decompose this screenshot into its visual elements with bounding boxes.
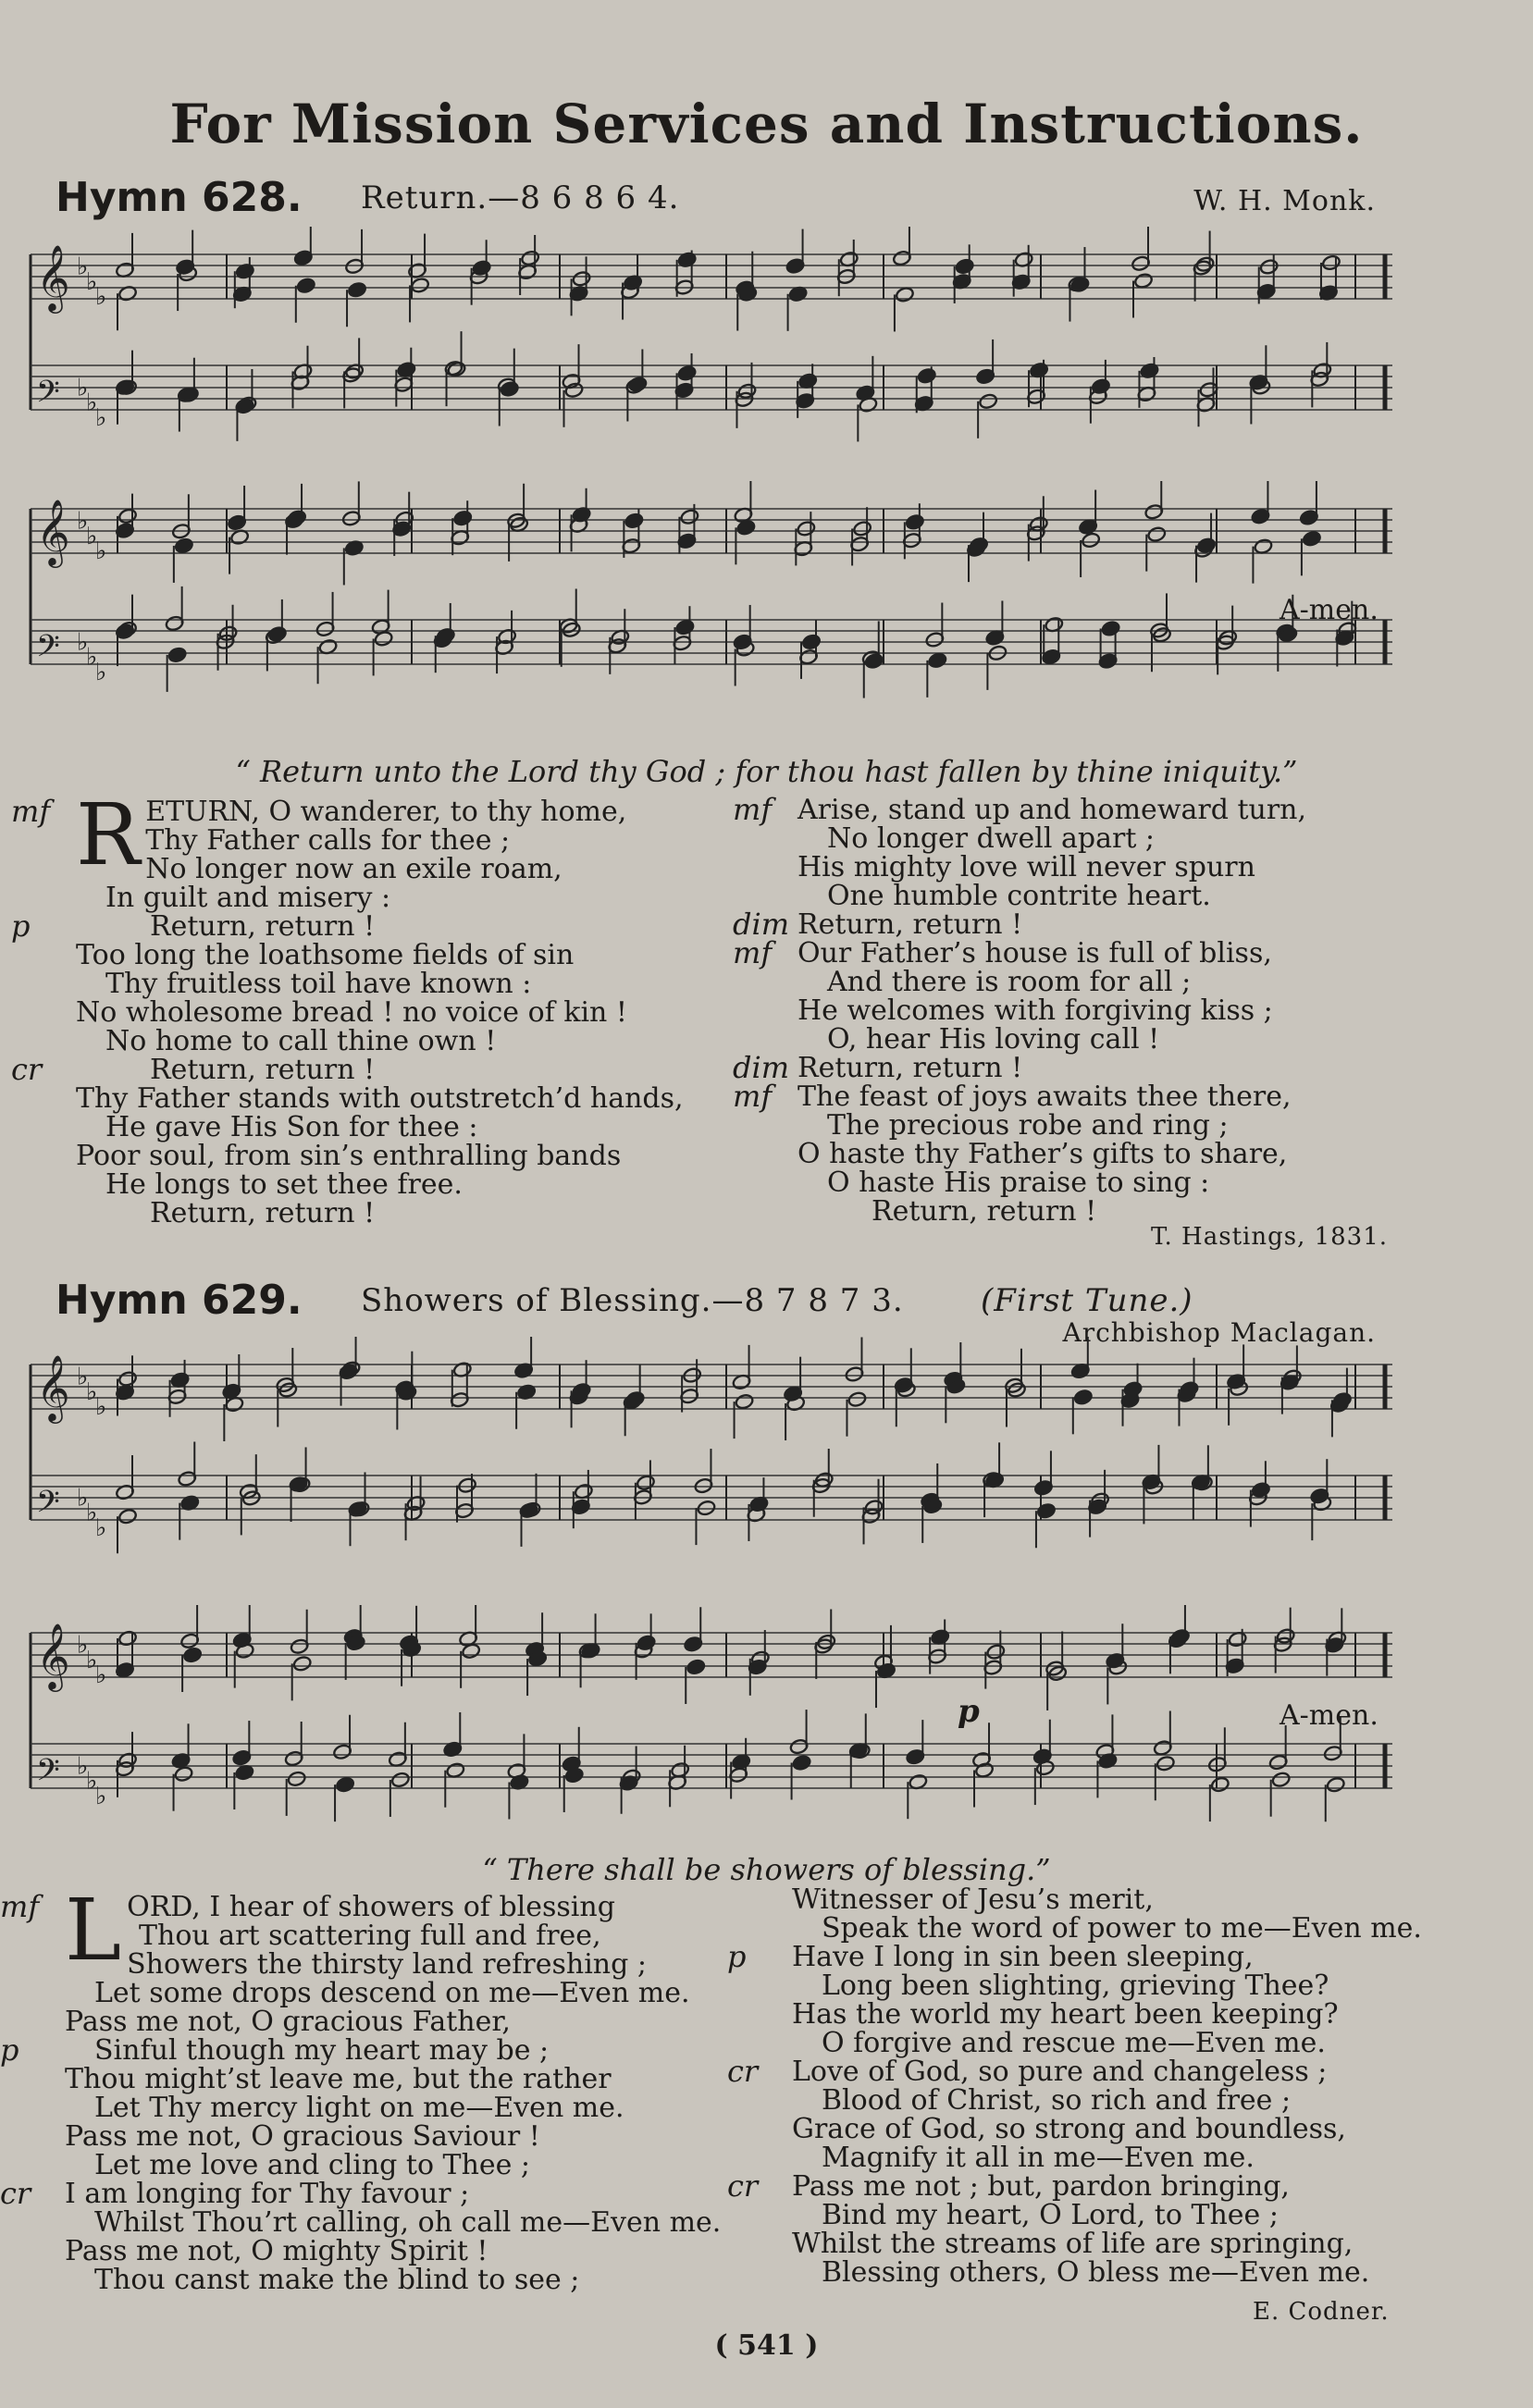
note-head <box>287 1771 306 1787</box>
note-head <box>218 625 238 642</box>
note-head <box>267 625 287 642</box>
verse-text: Thou art scattering full and free, <box>139 1920 601 1952</box>
flat-icon: ♭ <box>86 643 98 672</box>
verse-text: No longer dwell apart ; <box>827 822 1156 855</box>
dynamic-mark: mf <box>733 935 773 970</box>
note-head <box>905 513 924 530</box>
drop-cap: L <box>65 1881 122 1980</box>
drop-cap: R <box>76 785 141 884</box>
note-head <box>472 260 491 277</box>
hymn-629-music-system-1 <box>23 1337 1411 1587</box>
note-head <box>1210 1776 1230 1793</box>
note-head <box>397 361 416 377</box>
verse-line <box>76 1027 723 1056</box>
hymn-628-composer: W. H. Monk. <box>1193 185 1376 217</box>
verse-line <box>65 2007 749 2036</box>
verse-text: I am longing for Thy favour ; <box>65 2178 470 2210</box>
verse-line <box>733 792 1464 827</box>
note-head <box>895 286 914 303</box>
verse-text: No longer now an exile roam, <box>145 853 563 885</box>
note-head <box>296 278 315 294</box>
bass-clef-icon: 𝄢 <box>36 375 60 417</box>
note-head <box>1101 620 1120 636</box>
note-head <box>390 1772 410 1788</box>
hymn-629-verses-left <box>0 1881 749 2296</box>
bass-clef-icon: 𝄢 <box>36 1485 60 1527</box>
verse-line <box>797 1025 1464 1054</box>
hymn-629-score-2 <box>23 1605 1411 1855</box>
verse-line <box>733 907 1464 942</box>
verse-line <box>65 2093 749 2122</box>
note-head <box>182 1647 202 1663</box>
verse-text: Thy fruitless toil have known : <box>105 968 532 1000</box>
note-head <box>1081 532 1100 549</box>
verse-text: He gave His Son for thee : <box>105 1111 478 1143</box>
verse-line <box>727 2054 1495 2089</box>
note-head <box>446 1762 465 1779</box>
verse-text: The precious robe and ring ; <box>827 1109 1229 1142</box>
flat-icon: ♭ <box>77 507 89 536</box>
verse-text: O forgive and rescue me—Even me. <box>822 2027 1326 2059</box>
hymn-629-score <box>23 1337 1411 1587</box>
verse-line <box>792 2000 1495 2029</box>
dynamic-mark: p <box>11 908 31 944</box>
flat-icon: ♭ <box>77 1631 89 1660</box>
verse-text: And there is room for all ; <box>827 966 1192 998</box>
verse-text: Sinful though my heart may be ; <box>94 2034 550 2067</box>
verse-text: Thou might’st leave me, but the rather <box>65 2063 612 2095</box>
verse-text: Return, return ! <box>797 1052 1023 1084</box>
treble-clef-icon: 𝄞 <box>36 1353 70 1421</box>
verse-line <box>65 1921 749 1950</box>
hymn-629-author: E. Codner. <box>1253 2298 1390 2326</box>
note-head <box>1199 381 1218 398</box>
note-head <box>928 652 947 669</box>
note-head <box>292 1655 312 1672</box>
note-head <box>457 1476 476 1493</box>
verse-line <box>797 1168 1464 1197</box>
verse-line <box>792 2029 1495 2057</box>
verse-text: The feast of joys awaits thee there, <box>797 1081 1292 1113</box>
hymn-628-number: Hymn 628. <box>56 174 303 221</box>
flat-icon: ♭ <box>95 658 107 686</box>
verse-text: O haste His praise to sing : <box>827 1167 1210 1199</box>
note-head <box>1195 255 1215 272</box>
verse-text: Pass me not ; but, pardon bringing, <box>792 2170 1290 2203</box>
note-head <box>117 1370 137 1387</box>
hymn-628-verses-right <box>733 792 1464 1228</box>
note-head <box>1321 254 1341 271</box>
note-head <box>117 508 137 525</box>
verse-text: Bind my heart, O Lord, to Thee ; <box>822 2199 1279 2231</box>
verse-text: Pass me not, O gracious Father, <box>65 2006 511 2038</box>
note-head <box>792 1754 811 1771</box>
verse-line <box>76 998 723 1027</box>
verse-text: Long been slighting, grieving Thee? <box>822 1970 1329 2002</box>
hymn-628-tune: Return.—8 6 8 6 4. <box>361 179 680 216</box>
verse-text: Blood of Christ, so rich and free ; <box>822 2084 1292 2117</box>
note-head <box>520 250 539 266</box>
verse-line <box>792 2115 1495 2143</box>
verse-line <box>797 853 1464 882</box>
flat-icon: ♭ <box>86 389 98 417</box>
note-head <box>1254 537 1273 554</box>
note-head <box>410 277 429 293</box>
note-head <box>170 1372 190 1389</box>
hymn-628-author: T. Hastings, 1831. <box>1151 1223 1389 1251</box>
verse-text: Let Thy mercy light on me—Even me. <box>94 2092 624 2124</box>
bass-clef-icon: 𝄢 <box>36 629 60 672</box>
flat-icon: ♭ <box>77 1363 89 1391</box>
note-head <box>978 393 997 410</box>
verse-text: In guilt and misery : <box>105 882 391 914</box>
verse-line <box>797 1111 1464 1140</box>
verse-line <box>65 2065 749 2093</box>
verse-line <box>797 968 1464 996</box>
note-head <box>453 510 473 526</box>
note-head <box>930 1628 949 1645</box>
verse-line <box>792 2258 1495 2287</box>
note-head <box>636 1475 655 1491</box>
hymn-628-verses-left <box>11 785 723 1229</box>
verse-text: ORD, I hear of showers of blessing <box>127 1891 615 1923</box>
flat-icon: ♭ <box>77 628 89 657</box>
verse-line <box>792 2086 1495 2115</box>
hymn-628-score-2 <box>23 481 1411 749</box>
verse-line <box>65 2266 749 2294</box>
note-head <box>1156 1755 1175 1772</box>
note-head <box>117 1508 137 1525</box>
verse-line <box>65 2208 749 2237</box>
note-head <box>174 537 193 554</box>
verse-text: Return, return ! <box>872 1195 1097 1228</box>
dynamic-mark: mf <box>733 792 773 827</box>
hymn-628-header <box>56 174 1376 229</box>
note-head <box>167 647 187 663</box>
hymn-629-composer: Archbishop Maclagan. <box>1062 1317 1376 1348</box>
verse-line <box>797 996 1464 1025</box>
verse-line <box>76 1113 723 1142</box>
note-head <box>735 1393 754 1410</box>
note-head <box>677 364 697 381</box>
verse-line <box>76 1199 723 1228</box>
dynamic-mark: cr <box>11 1052 43 1087</box>
verse-text: Let me love and cling to Thee ; <box>94 2149 531 2181</box>
verse-line <box>792 2229 1495 2258</box>
note-head <box>731 1753 750 1770</box>
note-head <box>1271 1772 1291 1788</box>
flat-icon: ♭ <box>95 1661 107 1689</box>
flat-icon: ♭ <box>95 283 107 311</box>
verse-line <box>76 883 723 912</box>
note-head <box>1251 1481 1270 1498</box>
note-head <box>1302 530 1321 547</box>
note-head <box>347 281 366 298</box>
note-head <box>797 520 816 537</box>
verse-text: Has the world my heart been keeping? <box>792 1998 1339 2031</box>
verse-text: No wholesome bread ! no voice of kin ! <box>76 996 627 1029</box>
note-head <box>564 382 584 399</box>
verse-text: Whilst the streams of life are springing, <box>792 2228 1354 2260</box>
hymn-629-verses-right <box>727 1883 1495 2289</box>
verse-line <box>733 1079 1464 1114</box>
hymn-629-epigraph: “ There shall be showers of blessing.” <box>482 1852 1051 1887</box>
note-head <box>1218 629 1237 646</box>
note-head <box>628 376 648 392</box>
flat-icon: ♭ <box>77 1484 89 1513</box>
verse-text: Love of God, so pure and changeless ; <box>792 2056 1328 2088</box>
note-head <box>847 1391 867 1408</box>
verse-line <box>792 2201 1495 2229</box>
note-head <box>864 652 884 669</box>
note-head <box>974 1761 994 1778</box>
note-head <box>852 520 872 537</box>
hymn-629-amen: A-men. <box>1280 1699 1378 1732</box>
verse-line <box>76 855 723 883</box>
note-head <box>562 622 581 638</box>
verse-line <box>76 1170 723 1199</box>
flat-icon: ♭ <box>95 1393 107 1421</box>
flat-icon: ♭ <box>86 522 98 550</box>
verse-text: One humble contrite heart. <box>827 880 1211 912</box>
dynamic-mark: p <box>727 1939 747 1974</box>
hymn-628-music-system-1 <box>23 227 1411 476</box>
verse-line <box>76 1084 723 1113</box>
note-head <box>686 1659 706 1675</box>
verse-line <box>76 826 723 855</box>
verse-text: Poor soul, from sin’s enthralling bands <box>76 1140 622 1172</box>
treble-clef-icon: 𝄞 <box>36 243 70 311</box>
verse-line <box>792 1914 1495 1943</box>
hymn-628-score <box>23 227 1411 476</box>
page-number: ( 541 ) <box>714 2329 819 2362</box>
note-head <box>572 270 591 287</box>
note-head <box>1036 1502 1056 1519</box>
dynamic-mark: dim <box>733 1050 790 1085</box>
flat-icon: ♭ <box>86 1499 98 1527</box>
note-head <box>675 619 695 636</box>
verse-line <box>65 2122 749 2151</box>
verse-text: Pass me not, O gracious Saviour ! <box>65 2120 540 2153</box>
note-head <box>1326 1776 1345 1793</box>
verse-line <box>733 1050 1464 1085</box>
verse-line <box>727 2168 1495 2204</box>
dynamic-mark: mf <box>733 1079 773 1114</box>
verse-text: He longs to set thee free. <box>105 1168 463 1201</box>
note-head <box>1147 525 1167 542</box>
verse-line <box>797 882 1464 910</box>
note-head <box>817 1634 836 1650</box>
hymn-629-music-system-2 <box>23 1605 1411 1855</box>
verse-line <box>792 1885 1495 1914</box>
verse-text: Too long the loathsome fields of sin <box>76 939 575 971</box>
verse-text: Let some drops descend on me—Even me. <box>94 1977 690 2009</box>
verse-line <box>0 2176 749 2211</box>
verse-line <box>65 1950 749 1979</box>
dynamic-mark: mf <box>11 794 51 829</box>
treble-clef-icon: 𝄞 <box>36 498 70 565</box>
flat-icon: ♭ <box>86 1377 98 1406</box>
hymn-628-amen: A-men. <box>1280 594 1378 626</box>
note-head <box>680 509 699 525</box>
note-head <box>500 380 519 397</box>
note-head <box>917 367 936 384</box>
bass-clef-icon: 𝄢 <box>36 1753 60 1796</box>
verse-text: Thou canst make the blind to see ; <box>94 2264 580 2296</box>
flat-icon: ♭ <box>77 374 89 402</box>
verse-text: ETURN, O wanderer, to thy home, <box>145 796 627 828</box>
note-head <box>1196 537 1216 553</box>
verse-line <box>797 1197 1464 1226</box>
note-head <box>737 383 757 400</box>
verse-text: Speak the word of power to me—Even me. <box>822 1912 1422 1945</box>
page-heading: For Mission Services and Instructions. <box>169 93 1364 155</box>
verse-line <box>65 1979 749 2007</box>
verse-text: Whilst Thou’rt calling, oh call me—Even me. <box>94 2206 722 2239</box>
verse-text: No home to call thine own ! <box>105 1025 497 1057</box>
note-head <box>174 1765 193 1782</box>
flat-icon: ♭ <box>95 403 107 432</box>
note-head <box>864 1499 884 1515</box>
hymn-628-epigraph: “ Return unto the Lord thy God ; for thou hast fallen by thine iniquity.” <box>235 754 1298 789</box>
treble-clef-icon: 𝄞 <box>36 1622 70 1689</box>
verse-text: Return, return ! <box>150 1054 376 1086</box>
note-head <box>1259 258 1279 275</box>
hymn-629-tune-note: (First Tune.) <box>981 1282 1193 1319</box>
note-head <box>670 1761 689 1778</box>
verse-line <box>76 941 723 969</box>
verse-text: Thy Father stands with outstretch’d hands, <box>76 1082 684 1115</box>
verse-line <box>65 2151 749 2180</box>
dynamic-mark: cr <box>0 2176 31 2211</box>
verse-text: Blessing others, O bless me—Even me. <box>822 2256 1370 2289</box>
verse-text: Magnify it all in me—Even me. <box>822 2142 1255 2174</box>
note-head <box>955 258 974 275</box>
note-head <box>697 1500 716 1516</box>
flat-icon: ♭ <box>95 537 107 565</box>
verse-text: Showers the thirsty land refreshing ; <box>127 1948 647 1981</box>
note-head <box>986 1643 1006 1660</box>
verse-line <box>0 2032 749 2068</box>
note-head <box>801 634 821 650</box>
note-head <box>1276 1627 1295 1644</box>
verse-line <box>733 935 1464 970</box>
verse-text: Return, return ! <box>150 1197 376 1229</box>
flat-icon: ♭ <box>86 1767 98 1796</box>
verse-text: Witnesser of Jesu’s merit, <box>792 1883 1154 1916</box>
verse-line <box>727 1939 1495 1974</box>
verse-text: Return, return ! <box>797 908 1023 941</box>
verse-text: Grace of God, so strong and boundless, <box>792 2113 1346 2145</box>
verse-text: O haste thy Father’s gifts to share, <box>797 1138 1288 1170</box>
verse-text: His mighty love will never spurn <box>797 851 1255 883</box>
verse-text: Pass me not, O mighty Spirit ! <box>65 2235 488 2267</box>
hymn-629-dynamic-p: p <box>958 1693 980 1730</box>
verse-text: He welcomes with forgiving kiss ; <box>797 994 1273 1027</box>
dynamic-mark: cr <box>727 2168 759 2204</box>
verse-line <box>65 2237 749 2266</box>
note-head <box>1133 272 1153 289</box>
hymn-629-number: Hymn 629. <box>56 1277 303 1324</box>
flat-icon: ♭ <box>86 1646 98 1674</box>
flat-icon: ♭ <box>95 1782 107 1810</box>
dynamic-mark: dim <box>733 907 790 942</box>
verse-line <box>11 1052 723 1087</box>
hymn-629-header <box>56 1277 1376 1348</box>
dynamic-mark: mf <box>0 1889 40 1924</box>
verse-text: Have I long in sin been sleeping, <box>792 1941 1254 1973</box>
note-head <box>335 1776 354 1793</box>
verse-text: Our Father’s house is full of bliss, <box>797 937 1272 969</box>
verse-line <box>797 824 1464 853</box>
dynamic-mark: cr <box>727 2054 759 2089</box>
hymn-629-tune: Showers of Blessing.—8 7 8 7 3. <box>361 1282 904 1319</box>
flat-icon: ♭ <box>77 253 89 281</box>
verse-text: Arise, stand up and homeward turn, <box>797 794 1307 826</box>
verse-line <box>792 2143 1495 2172</box>
note-head <box>1073 1389 1093 1405</box>
verse-line <box>792 1971 1495 2000</box>
verse-line <box>76 1142 723 1170</box>
verse-line <box>76 969 723 998</box>
flat-icon: ♭ <box>95 1513 107 1542</box>
verse-text: Return, return ! <box>150 910 376 943</box>
verse-line <box>797 1140 1464 1168</box>
flat-icon: ♭ <box>86 267 98 296</box>
note-head <box>1029 515 1048 532</box>
verse-text: O, hear His loving call ! <box>827 1023 1160 1056</box>
dynamic-mark: p <box>0 2032 19 2068</box>
flat-icon: ♭ <box>77 1752 89 1781</box>
hymn-628-music-system-2 <box>23 481 1411 749</box>
note-head <box>637 1635 656 1651</box>
note-head <box>624 512 644 529</box>
verse-text: Thy Father calls for thee ; <box>145 824 511 857</box>
verse-line <box>11 908 723 944</box>
